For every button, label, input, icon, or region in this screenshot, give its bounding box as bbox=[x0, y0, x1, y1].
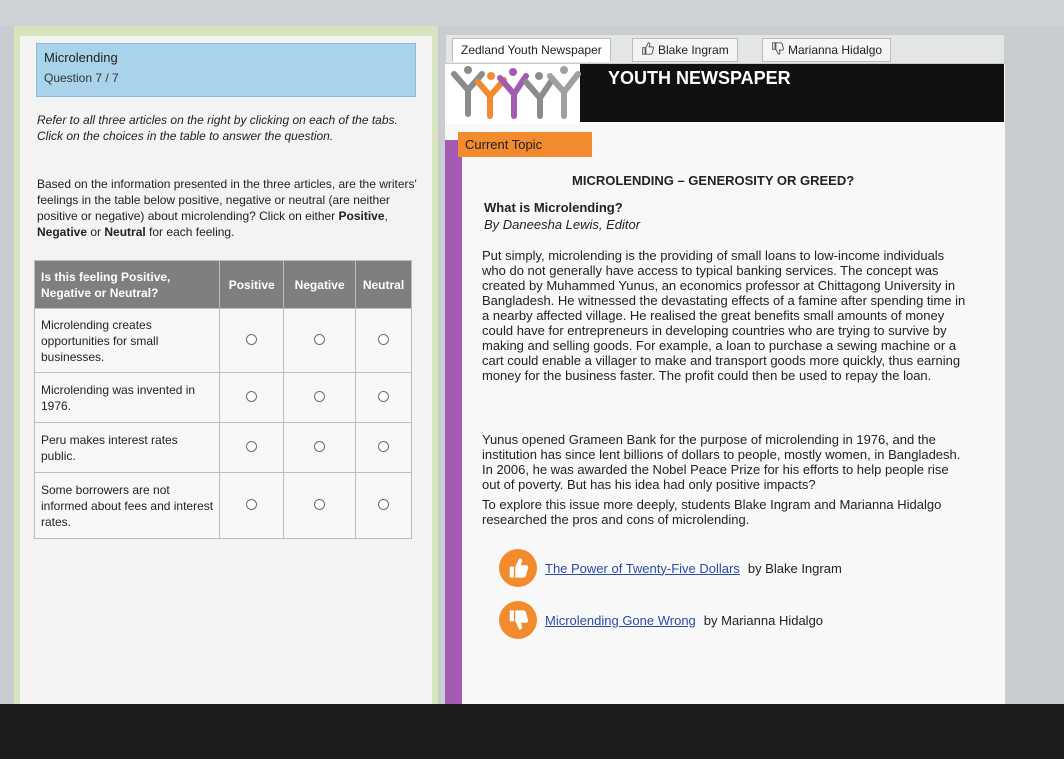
link-author: by Marianna Hidalgo bbox=[703, 612, 824, 628]
radio-negative[interactable] bbox=[314, 334, 325, 345]
radio-cell bbox=[220, 473, 284, 539]
tab-label: Zedland Youth Newspaper bbox=[461, 43, 602, 57]
prompt-neutral: Neutral bbox=[104, 225, 146, 239]
answer-table bbox=[34, 260, 412, 539]
answer-table-header-row bbox=[35, 261, 412, 309]
article-link-blake bbox=[499, 550, 842, 586]
radio-cell bbox=[284, 309, 356, 373]
thumbs-down-icon bbox=[499, 601, 537, 639]
table-row bbox=[35, 309, 412, 373]
radio-positive[interactable] bbox=[246, 391, 257, 402]
prompt-sep: , bbox=[384, 209, 388, 223]
radio-neutral[interactable] bbox=[378, 441, 389, 452]
question-instructions: Refer to all three articles on the right by clicking on each of the tabs. Click on the choices in the table to answer the question. bbox=[37, 113, 398, 143]
article-link-marianna bbox=[499, 602, 823, 638]
tab-label: Blake Ingram bbox=[658, 43, 729, 57]
feeling-statement: Microlending creates opportunities for small businesses. bbox=[35, 309, 220, 373]
feeling-statement: Peru makes interest rates public. bbox=[35, 423, 220, 473]
radio-cell bbox=[284, 473, 356, 539]
prompt-negative: Negative bbox=[37, 225, 88, 239]
prompt-text: Based on the information presented in the three articles, are the writers' feelings in the table below positive, negative or neutral (are neither positive or negative) about microlending? Click on either bbox=[37, 177, 417, 223]
article-headline: MICROLENDING – GENEROSITY OR GREED? bbox=[572, 173, 855, 188]
thumbs-down-icon bbox=[771, 42, 784, 58]
question-title: Microlending bbox=[44, 50, 118, 65]
radio-positive[interactable] bbox=[246, 441, 257, 452]
monitor-bezel bbox=[0, 704, 1064, 759]
radio-cell bbox=[356, 309, 412, 373]
link-power-of-twenty-five-dollars[interactable]: The Power of Twenty-Five Dollars bbox=[545, 560, 740, 576]
article-paragraph-2: Yunus opened Grameen Bank for the purpose of microlending in 1976, and the institution has since lent billions of dollars to people, mostly women, in Bangladesh. In 2006, he was awarded the Nobel Peace Prize for his efforts to help people rise out of poverty. But has his idea had only positive impacts? bbox=[482, 432, 961, 492]
radio-positive[interactable] bbox=[246, 499, 257, 510]
radio-cell bbox=[220, 373, 284, 423]
prompt-sep: or bbox=[87, 225, 105, 239]
link-microlending-gone-wrong[interactable]: Microlending Gone Wrong bbox=[545, 612, 696, 628]
radio-cell bbox=[356, 473, 412, 539]
table-row bbox=[35, 473, 412, 539]
feeling-statement: Some borrowers are not informed about fees and interest rates. bbox=[35, 473, 220, 539]
column-header-negative: Negative bbox=[284, 261, 356, 309]
radio-cell bbox=[220, 309, 284, 373]
question-header bbox=[36, 43, 416, 97]
article-paragraph-3: To explore this issue more deeply, students Blake Ingram and Marianna Hidalgo researched the pros and cons of microlending. bbox=[482, 497, 942, 527]
prompt-text-end: for each feeling. bbox=[145, 225, 235, 239]
banner-title: YOUTH NEWSPAPER bbox=[608, 68, 791, 88]
radio-cell bbox=[356, 423, 412, 473]
article-paragraph-1: Put simply, microlending is the providing of small loans to low-income individuals who do not generally have access to typical banking services. The concept was created by Muhammed Yunus, an economics professor at Chittagong University in Bangladesh. He witnessed the devastating effects of a famine after spending time in a nearby affected village. He realised the great benefits small amounts of money could have for entrepreneurs in developing countries who are trying to survive by making and selling goods. For example, a loan to purchase a sewing machine or a cart could enable a villager to make and transport goods more quickly, thus earning money for the business faster. The profit could then be used to repay the loan. bbox=[482, 248, 966, 383]
radio-neutral[interactable] bbox=[378, 391, 389, 402]
tab-zedland-youth-newspaper[interactable] bbox=[452, 38, 611, 62]
radio-neutral[interactable] bbox=[378, 334, 389, 345]
article-byline: By Daneesha Lewis, Editor bbox=[484, 217, 641, 232]
question-prompt bbox=[37, 176, 417, 240]
thumbs-up-icon bbox=[641, 42, 654, 58]
radio-cell bbox=[356, 373, 412, 423]
screen-top-edge bbox=[0, 0, 1064, 26]
question-number: Question 7 / 7 bbox=[44, 71, 119, 85]
tab-label: Marianna Hidalgo bbox=[788, 43, 883, 57]
radio-negative[interactable] bbox=[314, 499, 325, 510]
feeling-statement: Microlending was invented in 1976. bbox=[35, 373, 220, 423]
column-header-positive: Positive bbox=[220, 261, 284, 309]
radio-negative[interactable] bbox=[314, 441, 325, 452]
newspaper-logo-icon bbox=[446, 62, 582, 122]
radio-cell bbox=[284, 423, 356, 473]
link-author: by Blake Ingram bbox=[747, 560, 842, 576]
radio-cell bbox=[284, 373, 356, 423]
prompt-positive: Positive bbox=[338, 209, 385, 223]
current-topic-label: Current Topic bbox=[458, 132, 592, 157]
article-tab-bar bbox=[445, 34, 1005, 64]
article-side-bar bbox=[445, 140, 462, 712]
answer-table-question-header: Is this feeling Positive, Negative or Neutral? bbox=[35, 261, 220, 309]
thumbs-up-icon bbox=[499, 549, 537, 587]
article-subhead: What is Microlending? bbox=[484, 200, 623, 215]
table-row bbox=[35, 423, 412, 473]
tab-marianna-hidalgo[interactable] bbox=[762, 38, 891, 62]
table-row bbox=[35, 373, 412, 423]
column-header-neutral: Neutral bbox=[356, 261, 412, 309]
radio-neutral[interactable] bbox=[378, 499, 389, 510]
radio-cell bbox=[220, 423, 284, 473]
tab-blake-ingram[interactable] bbox=[632, 38, 738, 62]
radio-positive[interactable] bbox=[246, 334, 257, 345]
radio-negative[interactable] bbox=[314, 391, 325, 402]
